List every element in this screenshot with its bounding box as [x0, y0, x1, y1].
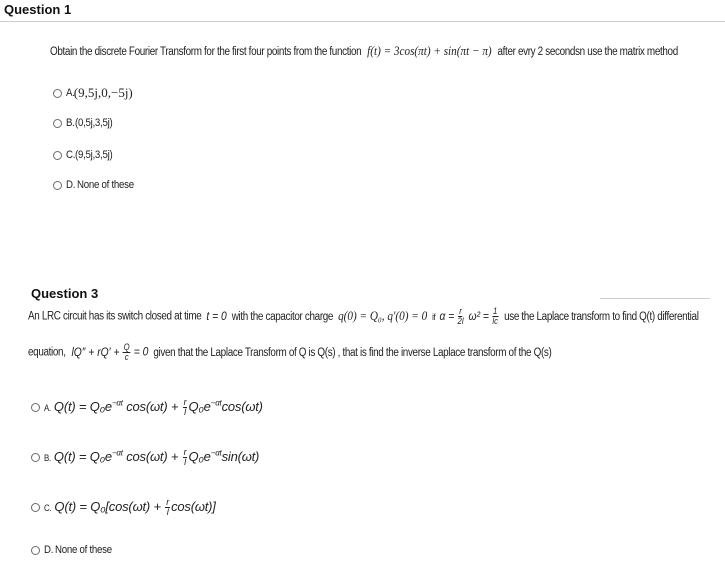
- q3-eq-fraction: [123, 343, 131, 362]
- q3-option-b-expr: [54, 448, 259, 467]
- q3-eq-den: c: [124, 352, 129, 362]
- q1-option-d-radio[interactable]: [53, 181, 62, 190]
- q3-a-tail: cos(ωt): [221, 398, 263, 414]
- q3-eq-rhs: = 0: [133, 344, 149, 359]
- q1-option-c-text: (9,5j,3,5j): [75, 149, 113, 161]
- q3-a-sup1: −αt: [111, 398, 123, 408]
- question-1-function: f(t) = 3cos(πt) + sin(πt − π): [367, 43, 492, 58]
- q3-c-pre: Q(t) = Q₀[cos(ωt) +: [54, 498, 161, 514]
- q3-option-c[interactable]: [31, 498, 216, 517]
- q3-b-fnum: r: [183, 447, 187, 457]
- q1-option-a-text: (9,5j,0,−5j): [73, 85, 133, 100]
- q3-c-tail: cos(ωt)]: [171, 498, 216, 514]
- question-1-prompt-start: Obtain the discrete Fourier Transform for the first four points from the function: [50, 46, 362, 58]
- q3-omega-den: lc: [492, 316, 499, 326]
- question-1-divider: [0, 21, 725, 22]
- q3-b-sup1: −αt: [111, 448, 123, 458]
- q3-alpha: α =: [439, 308, 455, 323]
- q1-option-d[interactable]: [53, 179, 142, 191]
- q3-b-sup2: −αt: [210, 448, 222, 458]
- q3-a-mid: cos(ωt) +: [126, 398, 179, 414]
- q1-option-a-letter: A.: [66, 87, 75, 99]
- q3-line1-start: An LRC circuit has its switch closed at time: [28, 310, 202, 323]
- q3-option-d-letter: D.: [44, 544, 54, 556]
- question-3-divider: [600, 298, 710, 299]
- question-1-title: Question 1: [4, 2, 72, 17]
- q3-a-fden: l: [184, 407, 186, 417]
- q3-b-fraction: [183, 448, 188, 467]
- q3-alpha-den: 2l: [457, 316, 464, 326]
- question-3-title: Question 3: [31, 286, 99, 301]
- q3-a-pre: Q(t) = Q₀e: [53, 398, 112, 414]
- q3-omega: ω² =: [468, 308, 489, 323]
- q3-c-fnum: r: [166, 497, 170, 507]
- question-3-prompt-line-1: [28, 307, 699, 326]
- q3-option-a-letter: A.: [44, 402, 51, 413]
- q3-option-c-radio[interactable]: [31, 503, 40, 512]
- q3-b-post: Q₀e: [188, 448, 211, 464]
- q1-option-d-text: None of these: [77, 179, 135, 191]
- q3-a-sup2: −αt: [210, 398, 222, 408]
- q3-option-b[interactable]: [31, 448, 259, 467]
- q3-b-tail: sin(ωt): [221, 448, 260, 464]
- q1-option-c-letter: C.: [66, 149, 76, 161]
- q3-option-c-letter: C.: [44, 502, 52, 513]
- question-1-prompt-end: after evry 2 secondsn use the matrix method: [497, 46, 678, 58]
- q3-time-condition: t = 0: [206, 308, 227, 323]
- q3-option-a[interactable]: [31, 398, 263, 417]
- q3-a-fraction: [183, 398, 188, 417]
- q3-c-fden: l: [166, 507, 169, 517]
- q1-option-c[interactable]: [53, 149, 118, 161]
- question-3-prompt-line-2: [28, 343, 551, 362]
- q3-option-a-expr: [54, 398, 263, 417]
- q3-line2-start: equation,: [28, 346, 66, 359]
- question-1-prompt: [50, 43, 678, 59]
- q3-option-c-expr: [54, 498, 215, 517]
- q3-omega-num: 1: [493, 306, 498, 316]
- q3-line1-end: use the Laplace transform to find Q(t) differential: [504, 310, 699, 323]
- q1-option-b-text: (0,5j,3,5j): [74, 117, 113, 129]
- q3-differential-eq: lQ″ + rQ′ +: [71, 344, 120, 359]
- q1-option-b-radio[interactable]: [53, 119, 62, 128]
- q3-alpha-num: r: [459, 306, 462, 316]
- q3-a-fnum: r: [183, 397, 187, 407]
- q3-b-pre: Q(t) = Q₀e: [53, 448, 112, 464]
- q3-eq-num: Q: [123, 342, 130, 352]
- q1-option-b-letter: B.: [66, 117, 75, 129]
- q1-option-b[interactable]: [53, 117, 117, 129]
- q3-c-fraction: [165, 498, 170, 517]
- q3-option-b-radio[interactable]: [31, 453, 40, 462]
- q3-option-d-radio[interactable]: [31, 546, 40, 555]
- q3-option-d-text: None of these: [55, 544, 113, 556]
- q1-option-c-radio[interactable]: [53, 151, 62, 160]
- q3-line1-mid: with the capacitor charge: [231, 310, 334, 323]
- q1-option-a-radio[interactable]: [53, 89, 62, 98]
- q3-alpha-fraction: [458, 307, 464, 326]
- q3-option-a-radio[interactable]: [31, 403, 40, 412]
- q3-a-post: Q₀e: [188, 398, 211, 414]
- q1-option-d-letter: D.: [66, 179, 76, 191]
- q3-b-fden: l: [184, 457, 186, 467]
- q3-option-d[interactable]: [31, 544, 120, 556]
- q3-b-mid: cos(ωt) +: [126, 448, 179, 464]
- q1-option-a[interactable]: [53, 85, 133, 101]
- q3-line2-end: given that the Laplace Transform of Q is Q(s) , that is find the inverse Laplace transform of the Q(s): [153, 346, 552, 359]
- q3-option-b-letter: B.: [44, 452, 51, 463]
- q3-if: if: [432, 311, 436, 322]
- q3-omega-fraction: [492, 307, 498, 326]
- q3-initial-conditions: q(0) = Q₀, q′(0) = 0: [338, 307, 428, 323]
